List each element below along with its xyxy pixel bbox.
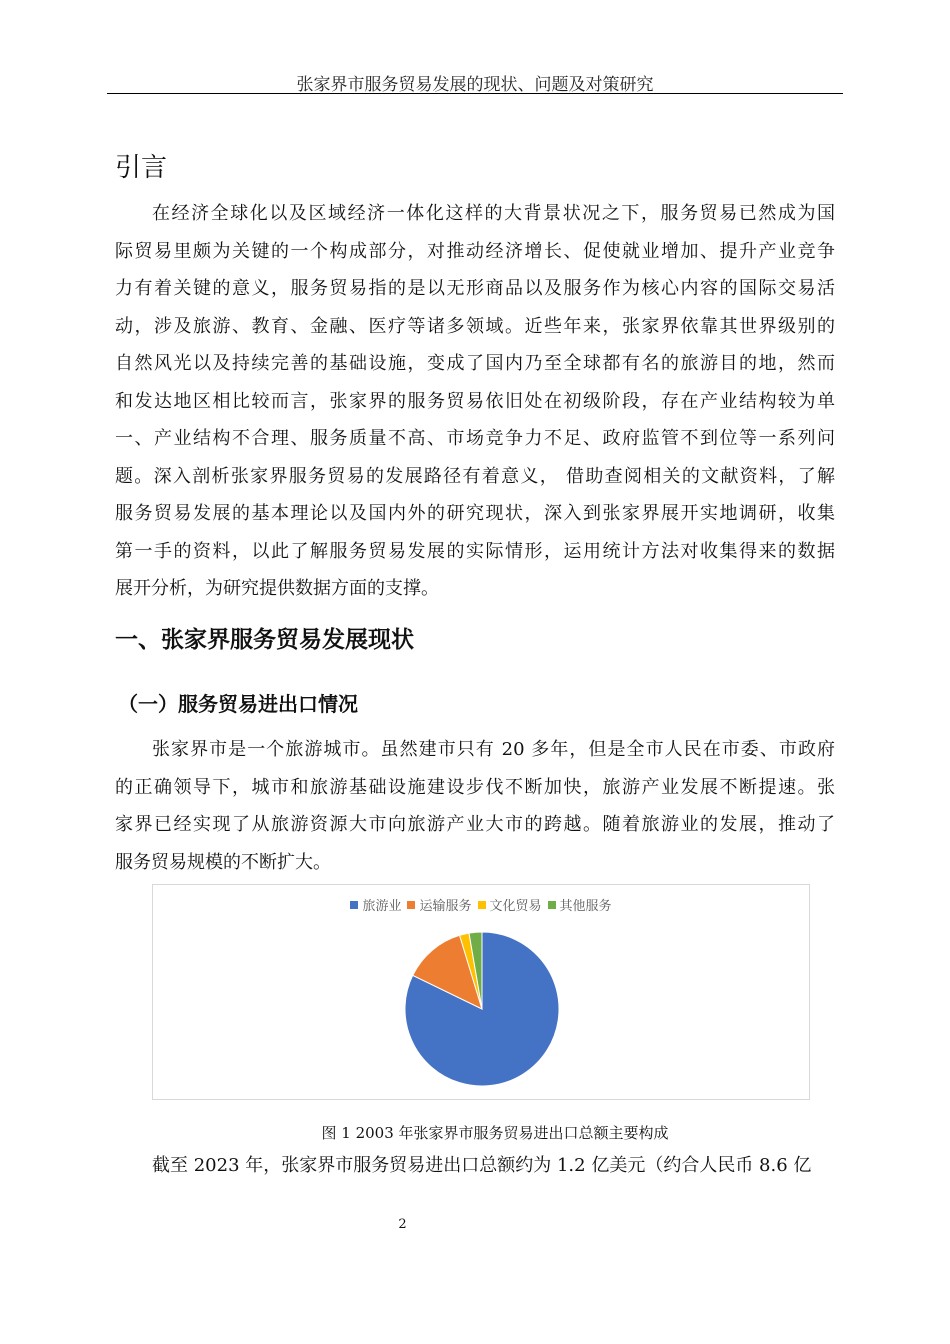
page-number: 2: [398, 1217, 407, 1232]
body-line: 一、产业结构不合理、服务质量不高、市场竞争力不足、政府监管不到位等一系列问: [115, 428, 835, 449]
body-line: 展开分析，为研究提供数据方面的支撑。: [115, 578, 439, 599]
figure-caption: 图 1 2003 年张家界市服务贸易进出口总额主要构成: [321, 1124, 669, 1142]
legend-label: 文化贸易: [489, 899, 542, 914]
body-line: 动，涉及旅游、教育、金融、医疗等诸多领域。近些年来，张家界依靠其世界级别的: [115, 315, 835, 337]
intro-heading: 引言: [115, 153, 168, 183]
body-line: 服务贸易发展的基本理论以及国内外的研究现状，深入到张家界展开实地调研，收集: [115, 503, 835, 524]
body-line: 家界已经实现了从旅游资源大市向旅游产业大市的跨越。随着旅游业的发展，推动了: [115, 814, 835, 835]
body-line: 际贸易里颇为关键的一个构成部分，对推动经济增长、促使就业增加、提升产业竞争: [115, 240, 835, 262]
body-line: 服务贸易规模的不断扩大。: [115, 851, 331, 873]
legend-label: 旅游业: [362, 899, 402, 914]
legend-label: 其他服务: [559, 899, 612, 914]
body-line: 和发达地区相比较而言，张家界的服务贸易依旧处在初级阶段，存在产业结构较为单: [115, 390, 835, 412]
running-header: 张家界市服务贸易发展的现状、问题及对策研究: [296, 75, 654, 95]
body-line: 的正确领导下，城市和旅游基础设施建设步伐不断加快，旅游产业发展不断提速。张: [115, 776, 835, 798]
body-line: 张家界市是一个旅游城市。虽然建市只有 20 多年，但是全市人民在市委、市政府: [152, 739, 835, 760]
header-rule: [107, 93, 843, 94]
body-line: 第一手的资料，以此了解服务贸易发展的实际情形，运用统计方法对收集得来的数据: [115, 540, 835, 562]
body-line: 题。深入剖析张家界服务贸易的发展路径有着意义， 借助查阅相关的文献资料，了解: [115, 465, 835, 487]
section-heading: 一、张家界服务贸易发展现状: [115, 627, 414, 653]
body-line: 自然风光以及持续完善的基础设施，变成了国内乃至全球都有名的旅游目的地，然而: [115, 353, 835, 374]
body-line: 截至 2023 年，张家界市服务贸易进出口总额约为 1.2 亿美元（约合人民币 8.6 亿: [152, 1155, 812, 1176]
body-line: 力有着关键的意义，服务贸易指的是以无形商品以及服务作为核心内容的国际交易活: [115, 278, 835, 299]
pie-chart: [152, 884, 810, 1100]
legend-label: 运输服务: [419, 899, 472, 914]
pie-plot: [153, 885, 811, 1101]
body-line: 在经济全球化以及区域经济一体化这样的大背景状况之下，服务贸易已然成为国: [152, 203, 835, 224]
subsection-heading: （一）服务贸易进出口情况: [118, 692, 358, 716]
